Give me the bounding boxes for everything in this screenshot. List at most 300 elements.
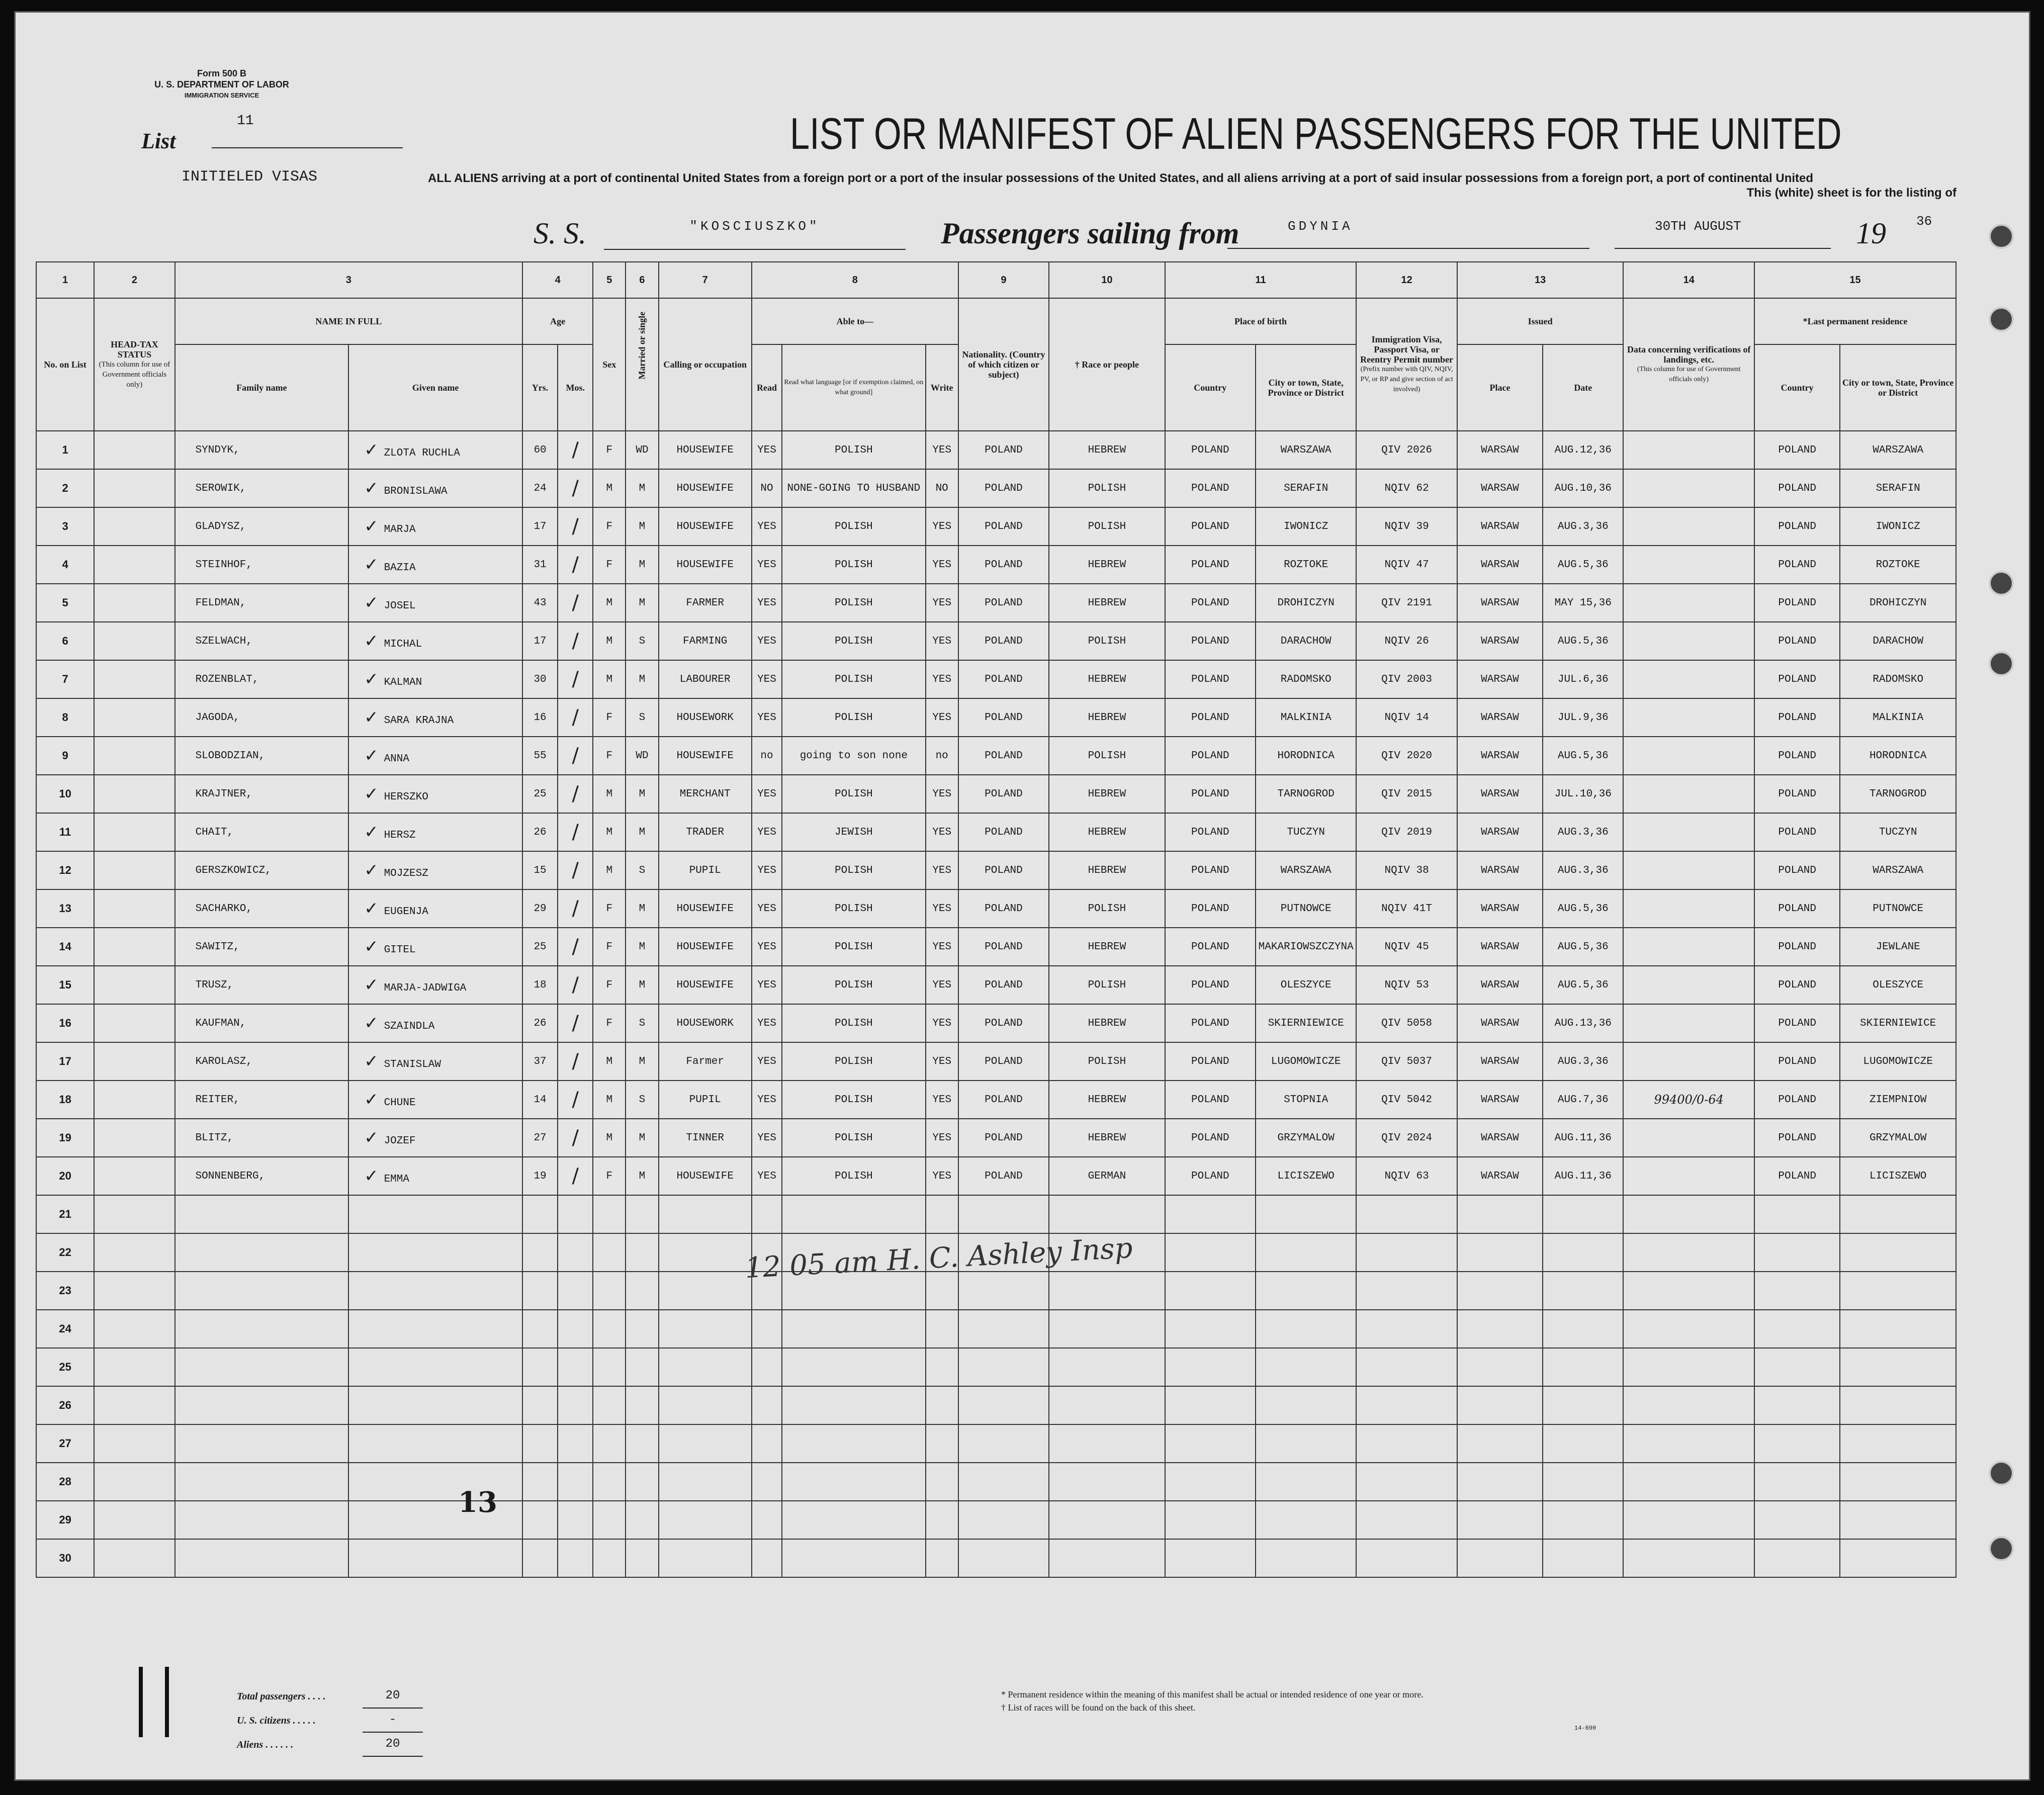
empty-cell [1543,1463,1623,1501]
given-name [348,546,522,584]
given-name-text: HERSZ [384,830,416,841]
manifest-table [36,261,1957,1578]
can-read: NO [752,469,782,507]
empty-cell [348,1272,522,1310]
can-write: YES [926,584,958,622]
marital-status: M [626,775,658,813]
header-head-tax [94,298,174,431]
empty-cell [94,1501,174,1539]
calling: PUPIL [659,1081,752,1119]
age-months [558,507,593,546]
row-number: 28 [36,1463,94,1501]
empty-cell [626,1463,658,1501]
read-language: POLISH [782,1081,926,1119]
empty-cell [1356,1463,1457,1501]
nationality: POLAND [958,1081,1049,1119]
landing-verification [1623,622,1754,660]
empty-cell [1256,1386,1356,1424]
residence-country: POLAND [1754,1119,1840,1157]
empty-cell [1165,1539,1256,1577]
total-passengers-row [237,1684,423,1709]
residence-country: POLAND [1754,546,1840,584]
landing-verification [1623,889,1754,928]
list-number: 11 [212,113,403,148]
issued-date: AUG.3,36 [1543,813,1623,851]
family-name: GLADYSZ, [175,507,349,546]
issued-date: AUG.5,36 [1543,546,1623,584]
age-months [558,813,593,851]
empty-cell [1543,1348,1623,1386]
empty-cell [175,1233,349,1272]
empty-cell [1049,1501,1165,1539]
landing-verification [1623,507,1754,546]
header-married [626,298,658,431]
empty-cell [1754,1195,1840,1233]
empty-cell [593,1501,626,1539]
landing-verification [1623,546,1754,584]
empty-cell [626,1310,658,1348]
empty-cell [1754,1272,1840,1310]
can-read: YES [752,1042,782,1081]
sex: M [593,1119,626,1157]
empty-cell [1165,1195,1256,1233]
empty-cell [1840,1195,1956,1233]
empty-cell [522,1233,558,1272]
sex: F [593,698,626,737]
birth-country: POLAND [1165,775,1256,813]
birth-country: POLAND [1165,431,1256,469]
visa-number: QIV 2026 [1356,431,1457,469]
marital-status: M [626,966,658,1004]
header-visa-note: (Prefix number with QIV, NQIV, PV, or RP and give section of act involved) [1360,366,1453,393]
issued-place: WARSAW [1457,966,1543,1004]
marital-status: M [626,507,658,546]
empty-cell [1049,1386,1165,1424]
nationality: POLAND [958,469,1049,507]
race: POLISH [1049,1042,1165,1081]
issued-date: AUG.10,36 [1543,469,1623,507]
empty-cell [1256,1233,1356,1272]
empty-cell [1754,1233,1840,1272]
empty-cell [558,1348,593,1386]
birth-city: OLESZYCE [1256,966,1356,1004]
slash-mark-icon: / [572,1050,579,1073]
residence-country: POLAND [1754,469,1840,507]
race: HEBREW [1049,584,1165,622]
residence-country: POLAND [1754,660,1840,698]
header-residence-city: City or town, State, Province or District [1840,344,1956,431]
given-name [348,928,522,966]
calling: TRADER [659,813,752,851]
empty-cell [1840,1463,1956,1501]
landing-verification [1623,966,1754,1004]
can-write: YES [926,660,958,698]
aliens-value: 20 [363,1733,423,1757]
read-language: POLISH [782,966,926,1004]
can-read: YES [752,431,782,469]
residence-country: POLAND [1754,966,1840,1004]
age-months [558,851,593,889]
age-months [558,1157,593,1195]
issued-place: WARSAW [1457,1042,1543,1081]
issued-date: AUG.7,36 [1543,1081,1623,1119]
head-tax-cell [94,660,174,698]
read-language: POLISH [782,851,926,889]
calling: HOUSEWIFE [659,889,752,928]
landing-verification [1623,698,1754,737]
nationality: POLAND [958,813,1049,851]
header-mos: Mos. [558,344,593,431]
slash-mark-icon: / [572,744,579,767]
handwritten-double-stroke [139,1667,169,1737]
birth-country: POLAND [1165,889,1256,928]
residence-city: RADOMSKO [1840,660,1956,698]
visa-number: QIV 2020 [1356,737,1457,775]
empty-cell [558,1310,593,1348]
age-months [558,622,593,660]
landing-verification [1623,813,1754,851]
page-title: LIST OR MANIFEST OF ALIEN PASSENGERS FOR THE UNITED [790,109,1842,158]
nationality: POLAND [958,1004,1049,1042]
empty-cell [593,1233,626,1272]
empty-cell [782,1310,926,1348]
marital-status: S [626,1004,658,1042]
visa-number: NQIV 45 [1356,928,1457,966]
row-number: 12 [36,851,94,889]
issued-date: MAY 15,36 [1543,584,1623,622]
empty-table-row [36,1348,1956,1386]
empty-cell [1457,1310,1543,1348]
residence-city: DARACHOW [1840,622,1956,660]
empty-cell [1457,1424,1543,1463]
empty-cell [522,1272,558,1310]
empty-cell [926,1463,958,1501]
empty-cell [593,1539,626,1577]
empty-cell [1356,1501,1457,1539]
head-tax-cell [94,1081,174,1119]
landing-verification [1623,469,1754,507]
birth-country: POLAND [1165,698,1256,737]
family-name: BLITZ, [175,1119,349,1157]
nationality: POLAND [958,546,1049,584]
header-birth-country: Country [1165,344,1256,431]
head-tax-cell [94,546,174,584]
can-write: YES [926,546,958,584]
age-years: 25 [522,775,558,813]
visa-number: QIV 2024 [1356,1119,1457,1157]
birth-city: LICISZEWO [1256,1157,1356,1195]
birth-city: HORODNICA [1256,737,1356,775]
birth-city: STOPNIA [1256,1081,1356,1119]
issued-place: WARSAW [1457,1119,1543,1157]
read-language: going to son none [782,737,926,775]
empty-cell [1754,1463,1840,1501]
read-language: POLISH [782,431,926,469]
nationality: POLAND [958,507,1049,546]
age-months [558,1004,593,1042]
aliens-row [237,1733,423,1757]
age-months [558,889,593,928]
landing-verification [1623,660,1754,698]
nationality: POLAND [958,775,1049,813]
can-read: YES [752,966,782,1004]
table-row [36,737,1956,775]
nationality: POLAND [958,660,1049,698]
given-name-text: EUGENJA [384,906,428,918]
calling: Farmer [659,1042,752,1081]
calling: HOUSEWORK [659,1004,752,1042]
marital-status: M [626,813,658,851]
binder-hole-icon [1989,1536,2014,1561]
age-months [558,928,593,966]
landing-verification [1623,431,1754,469]
empty-cell [926,1501,958,1539]
column-number: 9 [958,262,1049,298]
marital-status: WD [626,431,658,469]
given-name [348,775,522,813]
empty-cell [958,1348,1049,1386]
marital-status: M [626,928,658,966]
given-name-text: MOJZESZ [384,868,428,879]
header-row [36,298,1956,344]
head-tax-cell [94,966,174,1004]
sex: F [593,507,626,546]
header-write: Write [926,344,958,431]
departure-port: GDYNIA [1227,219,1589,249]
empty-cell [593,1424,626,1463]
age-months [558,698,593,737]
can-write: no [926,737,958,775]
empty-cell [94,1310,174,1348]
read-language: POLISH [782,889,926,928]
calling: LABOURER [659,660,752,698]
column-number-row [36,262,1956,298]
issued-place: WARSAW [1457,507,1543,546]
family-name: SONNENBERG, [175,1157,349,1195]
race: HEBREW [1049,1004,1165,1042]
empty-cell [175,1386,349,1424]
ss-label: S. S. [534,217,586,250]
header-residence: *Last permanent residence [1754,298,1956,344]
empty-cell [1049,1272,1165,1310]
empty-cell [958,1539,1049,1577]
head-tax-cell [94,813,174,851]
aliens-label: Aliens . . . . . . [237,1739,294,1750]
birth-city: LUGOMOWICZE [1256,1042,1356,1081]
age-years: 29 [522,889,558,928]
birth-city: TUCZYN [1256,813,1356,851]
family-name: SAWITZ, [175,928,349,966]
slash-mark-icon: / [572,821,579,844]
empty-cell [626,1272,658,1310]
slash-mark-icon: / [572,782,579,805]
column-number: 5 [593,262,626,298]
can-write: YES [926,431,958,469]
empty-cell [593,1463,626,1501]
calling: FARMING [659,622,752,660]
totals-block [237,1684,423,1757]
age-years: 24 [522,469,558,507]
marital-status: M [626,1042,658,1081]
head-tax-cell [94,1119,174,1157]
column-number: 11 [1165,262,1357,298]
empty-cell [1623,1463,1754,1501]
empty-cell [1256,1424,1356,1463]
empty-cell [659,1463,752,1501]
residence-country: POLAND [1754,507,1840,546]
check-mark-icon: ✓ [364,784,384,804]
table-row [36,1157,1956,1195]
can-read: YES [752,622,782,660]
check-mark-icon: ✓ [364,975,384,995]
residence-city: TARNOGROD [1840,775,1956,813]
check-mark-icon: ✓ [364,746,384,766]
department-name: U. S. DEPARTMENT OF LABOR [154,79,289,89]
issued-place: WARSAW [1457,584,1543,622]
sex: F [593,546,626,584]
empty-cell [348,1310,522,1348]
birth-country: POLAND [1165,622,1256,660]
empty-table-row [36,1386,1956,1424]
residence-city: WARSZAWA [1840,851,1956,889]
landing-verification [1623,1042,1754,1081]
sex: F [593,431,626,469]
birth-country: POLAND [1165,1081,1256,1119]
given-name-text: JOZEF [384,1135,416,1147]
sex: M [593,813,626,851]
marital-status: M [626,546,658,584]
empty-cell [175,1539,349,1577]
empty-cell [1049,1348,1165,1386]
empty-cell [348,1195,522,1233]
race: POLISH [1049,507,1165,546]
issued-date: AUG.3,36 [1543,1042,1623,1081]
head-tax-cell [94,1004,174,1042]
table-row [36,966,1956,1004]
header-residence-country: Country [1754,344,1840,431]
given-name [348,1042,522,1081]
marital-status: M [626,1157,658,1195]
race: POLISH [1049,966,1165,1004]
residence-country: POLAND [1754,431,1840,469]
age-months [558,737,593,775]
empty-cell [1543,1539,1623,1577]
given-name-text: MARJA-JADWIGA [384,982,467,994]
table-row [36,698,1956,737]
issued-place: WARSAW [1457,660,1543,698]
empty-table-row [36,1272,1956,1310]
family-name: ROZENBLAT, [175,660,349,698]
birth-city: DROHICZYN [1256,584,1356,622]
birth-country: POLAND [1165,928,1256,966]
residence-city: JEWLANE [1840,928,1956,966]
visa-number: NQIV 39 [1356,507,1457,546]
row-number: 24 [36,1310,94,1348]
check-mark-icon: ✓ [364,669,384,689]
nationality: POLAND [958,584,1049,622]
table-row [36,851,1956,889]
empty-cell [1256,1272,1356,1310]
can-write: YES [926,1119,958,1157]
slash-mark-icon: / [572,515,579,538]
can-read: YES [752,928,782,966]
passenger-rows [36,431,1956,1195]
check-mark-icon: ✓ [364,631,384,651]
given-name [348,584,522,622]
given-name-text: SZAINDLA [384,1021,435,1032]
can-read: YES [752,507,782,546]
issued-date: AUG.5,36 [1543,928,1623,966]
nationality: POLAND [958,966,1049,1004]
empty-cell [522,1310,558,1348]
empty-cell [175,1272,349,1310]
empty-cell [348,1348,522,1386]
birth-country: POLAND [1165,851,1256,889]
given-name-text: BRONISLAWA [384,486,448,497]
empty-cell [1840,1501,1956,1539]
row-number: 8 [36,698,94,737]
age-years: 17 [522,622,558,660]
total-passengers-label: Total passengers . . . . [237,1691,326,1702]
binder-hole-icon [1989,571,2014,596]
family-name: REITER, [175,1081,349,1119]
column-number: 4 [522,262,593,298]
age-months [558,546,593,584]
race: HEBREW [1049,660,1165,698]
family-name: SEROWIK, [175,469,349,507]
calling: HOUSEWORK [659,698,752,737]
landing-verification [1623,851,1754,889]
column-number: 8 [752,262,958,298]
residence-city: WARSZAWA [1840,431,1956,469]
ship-name: "KOSCIUSZKO" [604,219,906,250]
inspector-signature: 12 05 am H. C. Ashley Insp [744,1231,1133,1285]
visa-number: QIV 2015 [1356,775,1457,813]
empty-cell [1165,1424,1256,1463]
sex: F [593,889,626,928]
empty-cell [782,1348,926,1386]
issued-place: WARSAW [1457,928,1543,966]
sex: F [593,966,626,1004]
empty-cell [752,1424,782,1463]
table-row [36,1004,1956,1042]
row-number: 23 [36,1272,94,1310]
sex: M [593,469,626,507]
issued-place: WARSAW [1457,546,1543,584]
total-passengers-value: 20 [363,1684,423,1709]
empty-cell [1543,1233,1623,1272]
empty-table-row [36,1539,1956,1577]
calling: PUPIL [659,851,752,889]
head-tax-cell [94,698,174,737]
age-months [558,775,593,813]
empty-cell [1356,1539,1457,1577]
empty-cell [94,1348,174,1386]
residence-city: MALKINIA [1840,698,1956,737]
landing-verification [1623,928,1754,966]
read-language: POLISH [782,507,926,546]
given-name [348,889,522,928]
head-tax-cell [94,775,174,813]
header-issued-place: Place [1457,344,1543,431]
empty-cell [593,1195,626,1233]
visa-number: QIV 5042 [1356,1081,1457,1119]
empty-cell [1049,1424,1165,1463]
residence-country: POLAND [1754,889,1840,928]
family-name: STEINHOF, [175,546,349,584]
empty-cell [593,1386,626,1424]
head-tax-cell [94,431,174,469]
